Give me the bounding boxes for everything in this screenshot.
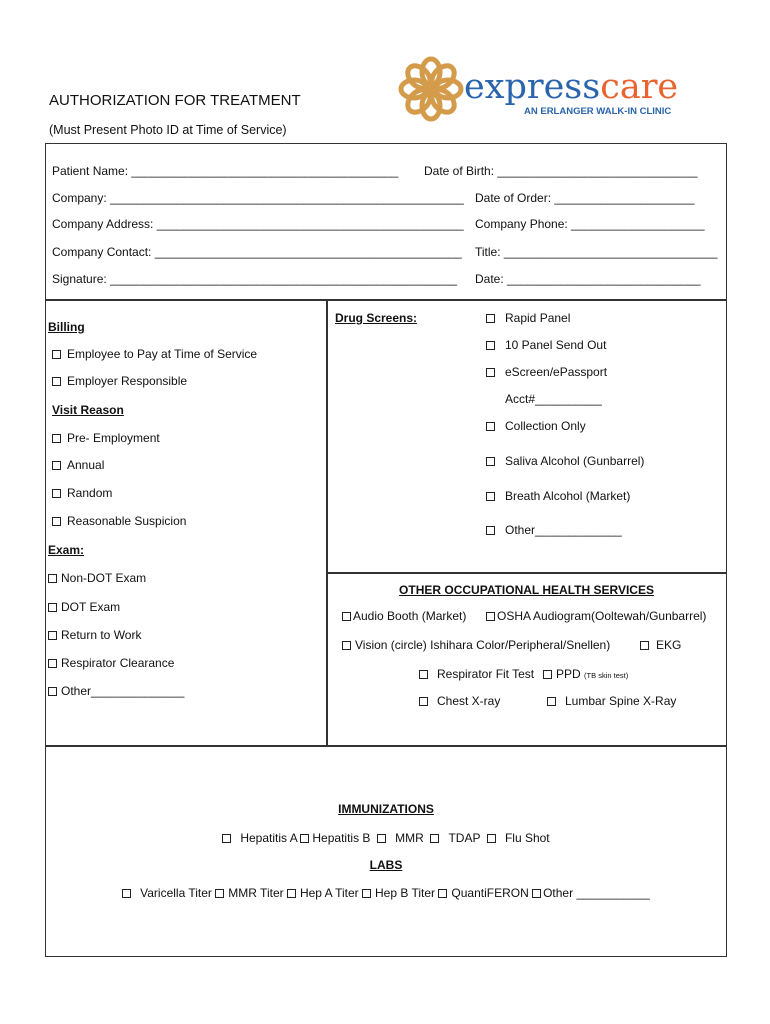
checkbox-icon[interactable]: [486, 422, 495, 431]
vision-option[interactable]: Vision (circle) Ishihara Color/Peripheral/Snellen): [342, 638, 610, 652]
checkbox-icon[interactable]: [52, 350, 61, 359]
checkbox-icon[interactable]: [486, 368, 495, 377]
company-contact-field[interactable]: Company Contact: ______________________________________________: [52, 245, 462, 259]
other-services-section: [326, 572, 727, 747]
title-field[interactable]: Title: ________________________________: [475, 245, 718, 259]
drug-10-panel-option[interactable]: 10 Panel Send Out: [486, 338, 606, 352]
flu-shot-option[interactable]: Flu Shot: [484, 831, 550, 845]
drug-rapid-panel-option[interactable]: Rapid Panel: [486, 311, 570, 325]
checkbox-icon[interactable]: [543, 670, 552, 679]
page-title: AUTHORIZATION FOR TREATMENT: [49, 92, 301, 109]
page-subtitle: (Must Present Photo ID at Time of Service): [49, 123, 287, 137]
immunizations-labs-section: [45, 745, 727, 957]
visit-random-option[interactable]: Random: [52, 486, 112, 500]
flower-logo-icon: [398, 56, 464, 122]
drug-acct-field[interactable]: Acct#__________: [505, 392, 602, 406]
hepatitis-a-option[interactable]: Hepatitis A: [222, 831, 297, 845]
checkbox-icon[interactable]: [300, 834, 309, 843]
labs-row: [45, 886, 727, 900]
visit-annual-option[interactable]: Annual: [52, 458, 104, 472]
quantiferon-option[interactable]: QuantiFERON: [438, 886, 528, 900]
billing-heading: Billing: [48, 320, 85, 334]
checkbox-icon[interactable]: [377, 834, 386, 843]
checkbox-icon[interactable]: [48, 603, 57, 612]
signature-field[interactable]: Signature: ____________________________________________________: [52, 272, 458, 286]
checkbox-icon[interactable]: [362, 889, 371, 898]
visit-reason-heading: Visit Reason: [52, 403, 124, 417]
checkbox-icon[interactable]: [342, 612, 351, 621]
checkbox-icon[interactable]: [419, 670, 428, 679]
tdap-option[interactable]: TDAP: [427, 831, 480, 845]
lumbar-spine-xray-option[interactable]: Lumbar Spine X-Ray: [547, 694, 676, 708]
ekg-option[interactable]: EKG: [640, 638, 681, 652]
checkbox-icon[interactable]: [486, 526, 495, 535]
checkbox-icon[interactable]: [215, 889, 224, 898]
company-field[interactable]: Company: _____________________________________________________: [52, 191, 464, 205]
checkbox-icon[interactable]: [486, 492, 495, 501]
mmr-option[interactable]: MMR: [374, 831, 424, 845]
osha-audiogram-option[interactable]: OSHA Audiogram(Ooltewah/Gunbarrel): [486, 609, 706, 623]
drug-escreen-option[interactable]: eScreen/ePassport: [486, 365, 607, 379]
checkbox-icon[interactable]: [438, 889, 447, 898]
hep-a-titer-option[interactable]: Hep A Titer: [287, 886, 359, 900]
logo-express: express: [464, 67, 601, 107]
exam-dot-option[interactable]: DOT Exam: [48, 600, 120, 614]
checkbox-icon[interactable]: [222, 834, 231, 843]
checkbox-icon[interactable]: [487, 834, 496, 843]
hep-b-titer-option[interactable]: Hep B Titer: [362, 886, 435, 900]
checkbox-icon[interactable]: [486, 612, 495, 621]
checkbox-icon[interactable]: [486, 457, 495, 466]
exam-respirator-clearance-option[interactable]: Respirator Clearance: [48, 656, 174, 670]
labs-other-option[interactable]: Other ___________: [532, 886, 650, 900]
checkbox-icon[interactable]: [48, 574, 57, 583]
labs-heading: LABS: [369, 858, 403, 872]
other-services-heading: OTHER OCCUPATIONAL HEALTH SERVICES: [399, 583, 654, 597]
checkbox-icon[interactable]: [486, 314, 495, 323]
visit-pre-employment-option[interactable]: Pre- Employment: [52, 431, 160, 445]
checkbox-icon[interactable]: [342, 641, 351, 650]
billing-employer-responsible-option[interactable]: Employer Responsible: [52, 374, 187, 388]
immunizations-heading: IMMUNIZATIONS: [338, 802, 434, 816]
patient-name-field[interactable]: Patient Name: ________________________________________: [52, 164, 399, 178]
checkbox-icon[interactable]: [52, 461, 61, 470]
varicella-titer-option[interactable]: Varicella Titer: [122, 886, 212, 900]
drug-screens-heading: Drug Screens:: [335, 311, 418, 325]
immunizations-row: [45, 831, 727, 845]
drug-saliva-alcohol-option[interactable]: Saliva Alcohol (Gunbarrel): [486, 454, 644, 468]
checkbox-icon[interactable]: [48, 687, 57, 696]
audio-booth-option[interactable]: Audio Booth (Market): [342, 609, 466, 623]
company-phone-field[interactable]: Company Phone: ____________________: [475, 217, 705, 231]
exam-heading: Exam:: [48, 543, 85, 557]
exam-return-to-work-option[interactable]: Return to Work: [48, 628, 141, 642]
drug-other-option[interactable]: Other_____________: [486, 523, 622, 537]
chest-xray-option[interactable]: Chest X-ray: [419, 694, 500, 708]
ppd-option[interactable]: PPD (TB skin test): [543, 667, 628, 681]
checkbox-icon[interactable]: [52, 377, 61, 386]
respirator-fit-test-option[interactable]: Respirator Fit Test: [419, 667, 534, 681]
drug-breath-alcohol-option[interactable]: Breath Alcohol (Market): [486, 489, 630, 503]
exam-non-dot-option[interactable]: Non-DOT Exam: [48, 571, 146, 585]
checkbox-icon[interactable]: [287, 889, 296, 898]
date-of-birth-field[interactable]: Date of Birth: ______________________________: [424, 164, 698, 178]
checkbox-icon[interactable]: [486, 341, 495, 350]
checkbox-icon[interactable]: [52, 489, 61, 498]
billing-employee-pay-option[interactable]: Employee to Pay at Time of Service: [52, 347, 257, 361]
checkbox-icon[interactable]: [419, 697, 428, 706]
drug-collection-only-option[interactable]: Collection Only: [486, 419, 586, 433]
checkbox-icon[interactable]: [547, 697, 556, 706]
mmr-titer-option[interactable]: MMR Titer: [215, 886, 283, 900]
checkbox-icon[interactable]: [48, 631, 57, 640]
logo: [398, 52, 688, 132]
checkbox-icon[interactable]: [430, 834, 439, 843]
logo-care: care: [600, 67, 679, 107]
checkbox-icon[interactable]: [52, 517, 61, 526]
date-of-order-field[interactable]: Date of Order: _____________________: [475, 191, 695, 205]
checkbox-icon[interactable]: [532, 889, 541, 898]
logo-tagline: AN ERLANGER WALK-IN CLINIC: [524, 106, 672, 117]
checkbox-icon[interactable]: [52, 434, 61, 443]
checkbox-icon[interactable]: [640, 641, 649, 650]
company-address-field[interactable]: Company Address: ______________________________________________: [52, 217, 464, 231]
checkbox-icon[interactable]: [122, 889, 131, 898]
ppd-note: (TB skin test): [584, 671, 629, 680]
date-field[interactable]: Date: _____________________________: [475, 272, 701, 286]
hepatitis-b-option[interactable]: Hepatitis B: [300, 831, 370, 845]
visit-reasonable-suspicion-option[interactable]: Reasonable Suspicion: [52, 514, 186, 528]
exam-other-option[interactable]: Other______________: [48, 684, 184, 698]
checkbox-icon[interactable]: [48, 659, 57, 668]
